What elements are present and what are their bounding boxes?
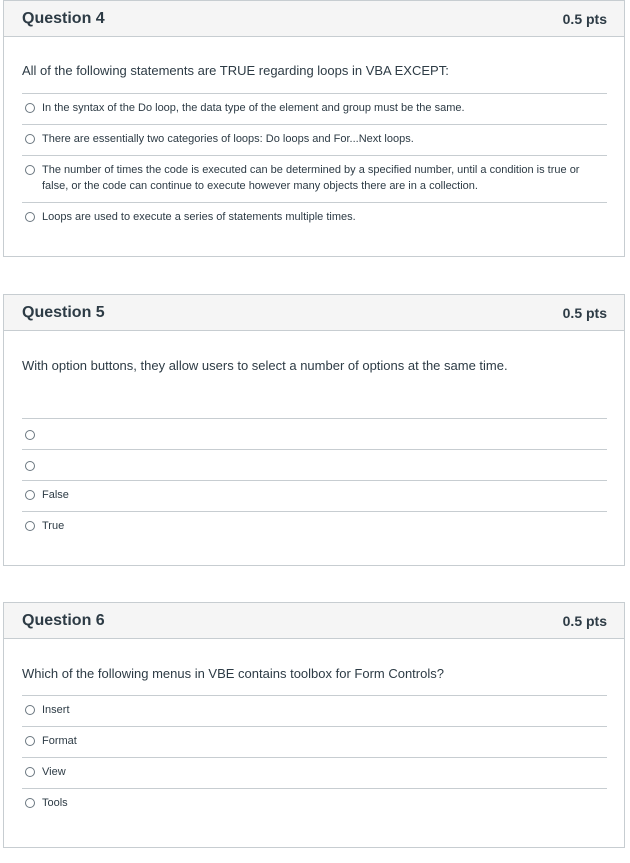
radio-button[interactable]	[25, 490, 35, 500]
answer-option[interactable]	[22, 480, 607, 511]
question-text: With option buttons, they allow users to select a number of options at the same time.	[22, 358, 508, 373]
answer-label: False	[42, 489, 69, 501]
question-5-card	[3, 294, 625, 566]
answer-label: Loops are used to execute a series of statements multiple times.	[42, 211, 356, 223]
radio-button[interactable]	[25, 736, 35, 746]
question-title: Question 6	[22, 611, 105, 629]
answer-list	[22, 418, 607, 542]
answer-label: Insert	[42, 704, 70, 716]
question-text: All of the following statements are TRUE regarding loops in VBA EXCEPT:	[22, 63, 449, 78]
answer-list	[22, 695, 607, 819]
question-header	[4, 603, 624, 639]
radio-button[interactable]	[25, 103, 35, 113]
question-text: Which of the following menus in VBE contains toolbox for Form Controls?	[22, 666, 444, 681]
question-points: 0.5 pts	[562, 612, 607, 629]
answer-option[interactable]	[22, 788, 607, 819]
answer-option[interactable]	[22, 695, 607, 726]
answer-option[interactable]	[22, 449, 607, 480]
question-points: 0.5 pts	[562, 304, 607, 321]
answer-option[interactable]	[22, 726, 607, 757]
radio-button[interactable]	[25, 212, 35, 222]
answer-option[interactable]	[22, 202, 607, 233]
answer-option[interactable]	[22, 757, 607, 788]
answer-label: View	[42, 766, 66, 778]
question-points: 0.5 pts	[562, 10, 607, 27]
answer-label: Tools	[42, 797, 68, 809]
answer-option[interactable]	[22, 418, 607, 449]
radio-button[interactable]	[25, 705, 35, 715]
question-title: Question 4	[22, 9, 105, 27]
answer-option[interactable]	[22, 93, 607, 124]
answer-label: Format	[42, 735, 77, 747]
question-6-card	[3, 602, 625, 848]
radio-button[interactable]	[25, 798, 35, 808]
radio-button[interactable]	[25, 430, 35, 440]
radio-button[interactable]	[25, 165, 35, 175]
radio-button[interactable]	[25, 134, 35, 144]
answer-label: There are essentially two categories of loops: Do loops and For...Next loops.	[42, 133, 414, 145]
answer-option[interactable]	[22, 124, 607, 155]
radio-button[interactable]	[25, 767, 35, 777]
answer-label: The number of times the code is executed can be determined by a specified number, until a condition is true or false, or the code can continue to execute however many objects there are in a collection.	[42, 164, 580, 192]
question-title: Question 5	[22, 303, 105, 321]
answer-label: True	[42, 520, 65, 532]
answer-option[interactable]	[22, 155, 607, 202]
radio-button[interactable]	[25, 461, 35, 471]
answer-option[interactable]	[22, 511, 607, 542]
answer-label: In the syntax of the Do loop, the data type of the element and group must be the same.	[42, 102, 465, 114]
question-header	[4, 1, 624, 37]
question-4-card	[3, 0, 625, 257]
radio-button[interactable]	[25, 521, 35, 531]
question-header	[4, 295, 624, 331]
answer-list	[22, 93, 607, 233]
